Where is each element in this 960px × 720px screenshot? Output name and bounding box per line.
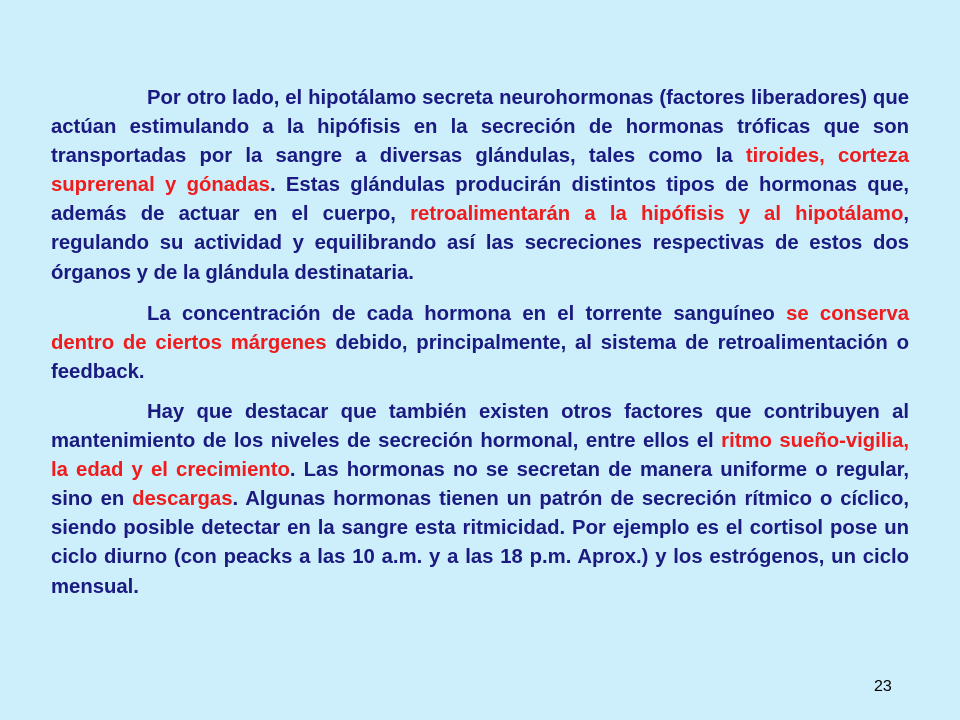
highlight-feedback: retroalimentarán a la hipófisis y al hipotálamo (410, 203, 904, 226)
text-segment: Hay que destacar que también existen otros factores que contribuyen al mantenimiento de los niveles de secreción hormonal, entre ellos el (51, 400, 909, 453)
text-segment: . Algunas hormonas tienen un patrón de secreción rítmico o cíclico, siendo posible detectar en la sangre esta ritmicidad. Por ejemplo es el cortisol pose un ciclo diurno (con peacks a las 10 a.m. y a las 18 p.m. Aprox.) y los estrógenos, un ciclo mensual. (51, 488, 909, 598)
highlight-target-glands: tiroides, corteza suprerenal y gónadas (51, 145, 909, 197)
text-segment: , regulando su actividad y equilibrando así las secreciones respectivas de estos dos órganos y de la glándula destinataria. (51, 203, 909, 284)
text-segment: . Las hormonas no se secretan de manera uniforme o regular, sino en (51, 459, 910, 511)
page-number: 23 (874, 678, 892, 695)
text-segment: Por otro lado, el hipotálamo secreta neurohormonas (factores liberadores) que actúan estimulando a la hipófisis en la secreción de hormonas tróficas que son transportadas por la sangre a diversas glándulas, tales como la (51, 87, 909, 168)
paragraph-other-factors (51, 398, 909, 602)
text-segment: . Estas glándulas producirán distintos tipos de hormonas que, además de actuar en el cuerpo, (51, 174, 909, 226)
text-segment: debido, principalmente, al sistema de retroalimentación o feedback. (51, 331, 909, 383)
highlight-rhythm-factors: ritmo sueño-vigilia, la edad y el crecimiento (51, 430, 909, 482)
slide-body (51, 84, 909, 614)
text-segment: La concentración de cada hormona en el torrente sanguíneo (147, 302, 787, 325)
paragraph-concentration (51, 300, 909, 387)
highlight-margins: se conserva dentro de ciertos márgenes (51, 302, 909, 354)
highlight-pulses: descargas (132, 488, 233, 511)
paragraph-hypothalamus (51, 84, 909, 288)
